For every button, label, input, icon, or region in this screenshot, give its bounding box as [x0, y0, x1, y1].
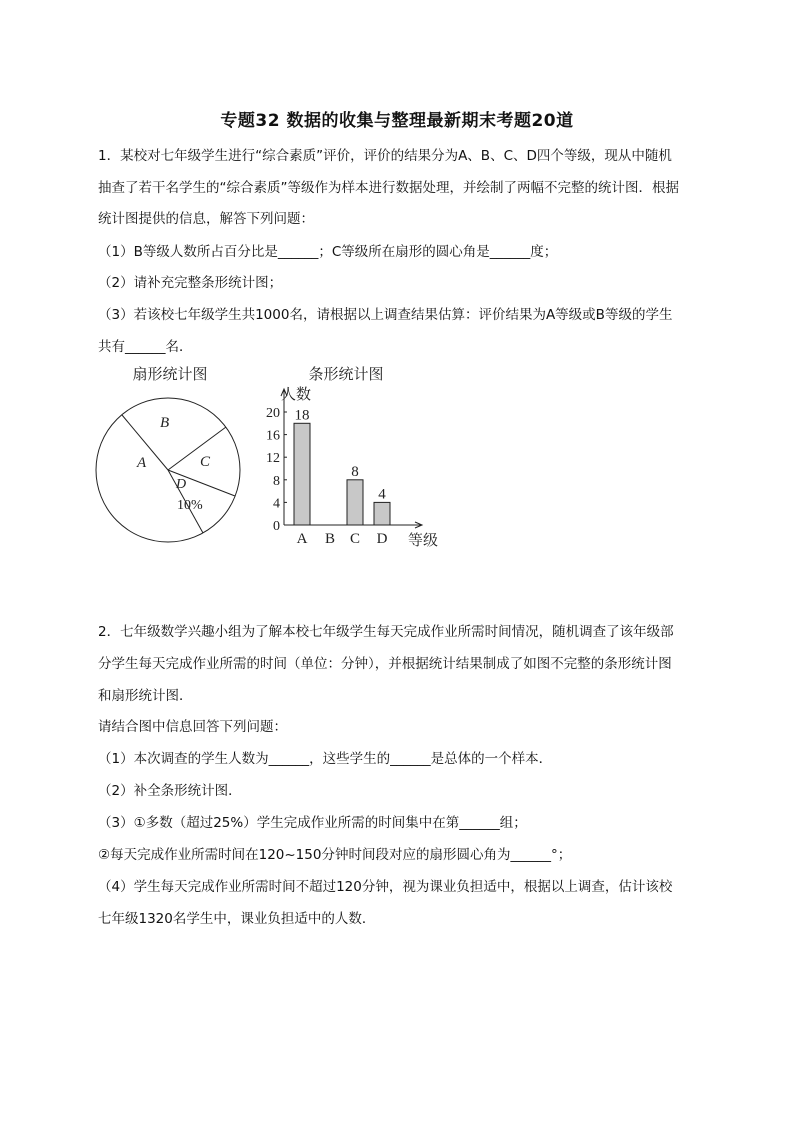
- page-title: 专题32 数据的收集与整理最新期末考题20道: [220, 111, 574, 131]
- pie-title: 扇形统计图: [132, 367, 208, 383]
- pie-label-d-percent: 10%: [177, 498, 203, 513]
- x-tick-label: D: [376, 531, 388, 547]
- q1-stem-line-1: 1．某校对七年级学生进行“综合素质”评价，评价的结果分为A、B、C、D四个等级，现从中随机: [98, 148, 672, 164]
- y-tick-label: 16: [266, 428, 280, 444]
- data-label: 4: [378, 486, 386, 503]
- bar-D: [374, 502, 390, 525]
- q2-stem-line-1: 2．七年级数学兴趣小组为了解本校七年级学生每天完成作业所需时间情况，随机调查了该年级部: [98, 624, 674, 640]
- pie-label-d: D: [176, 477, 187, 492]
- q2-part-3-line-2: ②每天完成作业所需时间在120~150分钟时间段对应的扇形圆心角为______°；: [98, 847, 572, 863]
- q2-part-3-line-1: （3）①多数（超过25%）学生完成作业所需的时间集中在第______组；: [98, 815, 527, 831]
- q1-part-1: （1）B等级人数所占百分比是______；C等级所在扇形的圆心角是______度；: [98, 244, 558, 260]
- y-axis-label: 人数: [281, 387, 312, 403]
- x-tick-label: B: [324, 531, 336, 547]
- q2-stem-line-3: 和扇形统计图．: [98, 688, 193, 704]
- q1-part-2: （2）请补充完整条形统计图；: [98, 275, 283, 291]
- bar-chart-figure: [252, 360, 452, 555]
- y-tick-label: 4: [273, 496, 280, 512]
- pie-label-b: B: [160, 415, 170, 431]
- q2-part-4-line-2: 七年级1320名学生中，课业负担适中的人数．: [98, 911, 376, 927]
- q1-stem-line-3: 统计图提供的信息，解答下列问题：: [98, 211, 314, 227]
- q2-part-4-line-1: （4）学生每天完成作业所需时间不超过120分钟，视为课业负担适中，根据以上调查，估计该校: [98, 879, 673, 895]
- q2-stem-line-4: 请结合图中信息回答下列问题：: [98, 719, 287, 735]
- q1-stem-line-2: 抽查了若干名学生的“综合素质”等级作为样本进行数据处理，并绘制了两幅不完整的统计图．根据: [98, 180, 679, 196]
- x-axis-label: 等级: [408, 533, 439, 549]
- data-label: 8: [351, 463, 359, 480]
- q1-part-3-line-1: （3）若该校七年级学生共1000名，请根据以上调查结果估算：评价结果为A等级或B等级的学生: [98, 307, 673, 323]
- y-tick-label: 20: [266, 406, 280, 421]
- data-label: 18: [294, 407, 310, 424]
- x-tick-label: C: [349, 531, 361, 547]
- q2-stem-line-2: 分学生每天完成作业所需的时间（单位：分钟），并根据统计结果制成了如图不完整的条形统计图: [98, 656, 672, 672]
- bar-C: [347, 480, 363, 525]
- pie-divider-bc: [168, 427, 226, 470]
- x-tick-label: A: [296, 531, 308, 547]
- y-tick-label: 12: [266, 451, 280, 467]
- q2-part-2: （2）补全条形统计图．: [98, 783, 242, 799]
- y-tick-label: 0: [273, 519, 280, 534]
- pie-label-c: C: [200, 454, 211, 470]
- pie-label-a: A: [137, 455, 147, 471]
- bar-A: [294, 423, 310, 525]
- bar-chart-title: 条形统计图: [308, 367, 384, 383]
- q1-part-3-line-2: 共有______名．: [98, 339, 193, 355]
- y-tick-label: 8: [273, 473, 280, 489]
- pie-figure: [90, 360, 260, 560]
- q2-part-1: （1）本次调查的学生人数为______，这些学生的______是总体的一个样本．: [98, 751, 553, 767]
